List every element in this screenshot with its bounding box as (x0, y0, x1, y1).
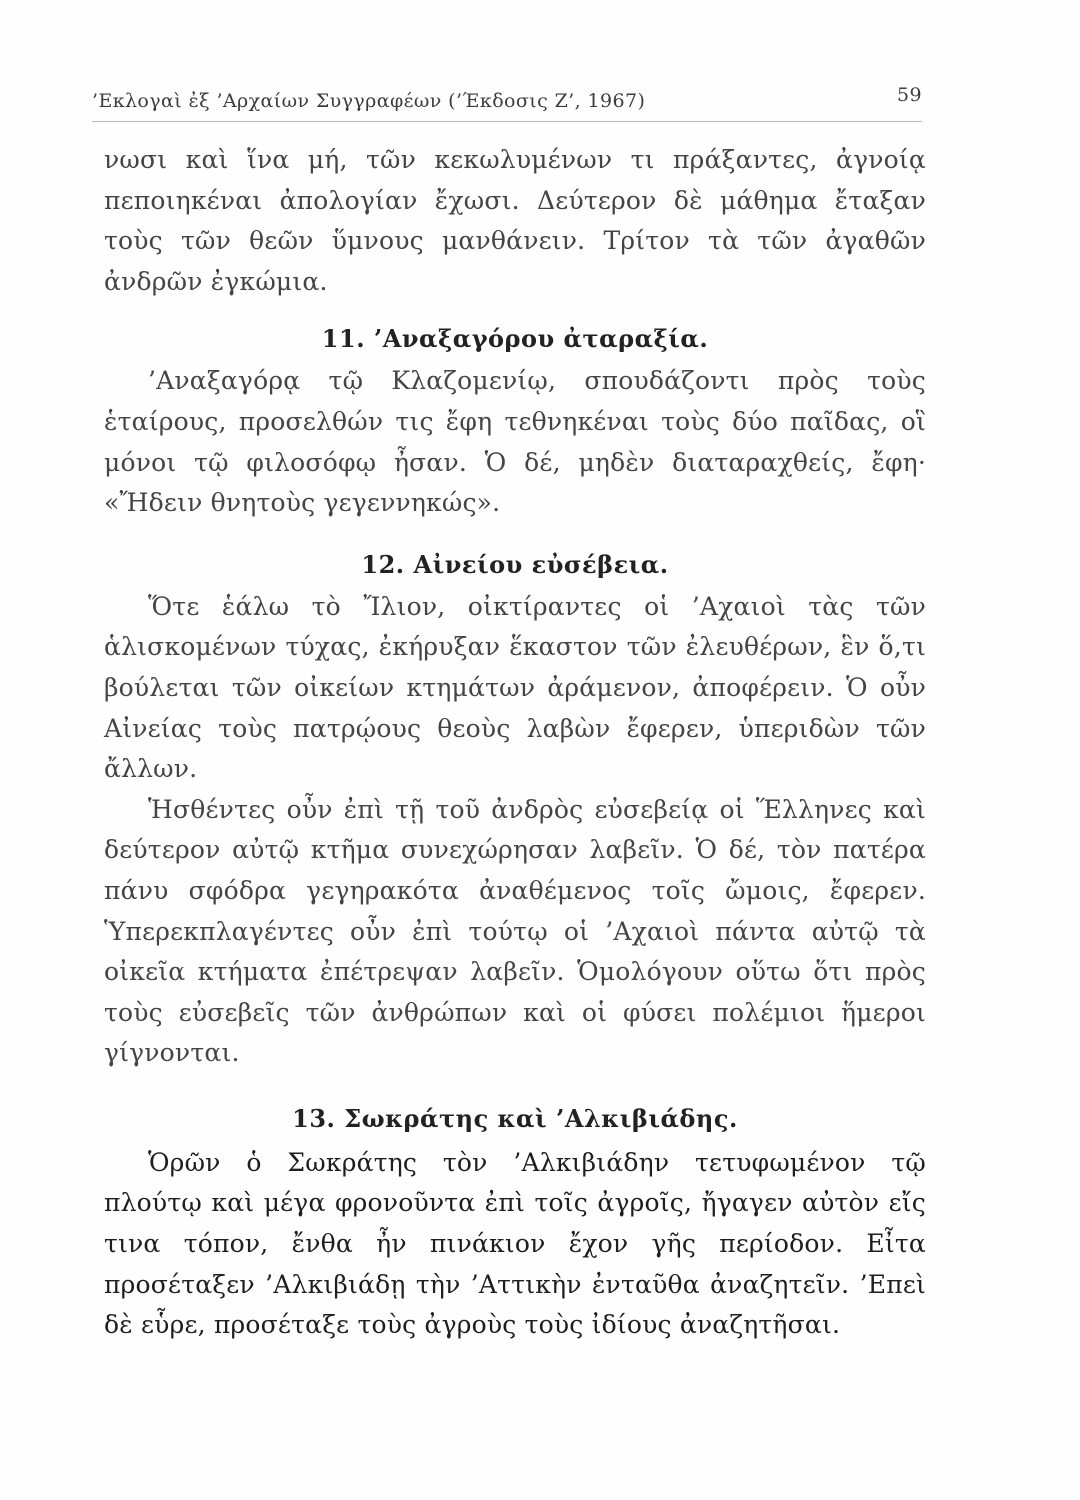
section-heading-12: 12. Αἰνείου εὐσέβεια. (361, 549, 669, 579)
section-heading-13: 13. Σωκράτης καὶ ’Αλκιβιάδης. (292, 1103, 738, 1133)
section-12-paragraph-2: Ἡσθέντες οὖν ἐπὶ τῇ τοῦ ἀνδρὸς εὐσεβείᾳ οἱ Ἕλληνες καὶ δεύτερον αὐτῷ κτῆμα συνεχώρησαν λαβεῖν. Ὁ δέ, τὸν πατέρα πάνυ σφόδρα γεγηρακότα ἀναθέμενος τοῖς ὤμοις, ἔφερεν. Ὑπερεκπλαγέντες οὖν ἐπὶ τούτῳ οἱ ’Αχαιοὶ πάντα αὐτῷ τὰ οἰκεῖα κτήματα ἐπέτρεψαν λαβεῖν. Ὁμολόγουν οὕτω ὅτι πρὸς τοὺς εὐσεβεῖς τῶν ἀνθρώπων καὶ οἱ φύσει πολέμιοι ἥμεροι γίγνονται. (104, 794, 926, 1068)
section-heading-11: 11. ’Αναξαγόρου ἀταραξία. (321, 324, 709, 354)
continuation-paragraph: νωσι καὶ ἵνα μή, τῶν κεκωλυμένων τι πράξαντες, ἀγνοίᾳ πεποιηκέναι ἀπολογίαν ἔχωσι. Δεύτερον δὲ μάθημα ἔταξαν τοὺς τῶν θεῶν ὕμνους μανθάνειν. Τρίτον τὰ τῶν ἀγαθῶν ἀνδρῶν ἐγκώμια. (104, 145, 926, 296)
running-header (92, 84, 922, 118)
header-rule (92, 121, 922, 122)
section-11-paragraph: ’Αναξαγόρᾳ τῷ Κλαζομενίῳ, σπουδάζοντι πρὸς τοὺς ἑταίρους, προσελθών τις ἔφη τεθνηκέναι τοὺς δύο παῖδας, οἳ μόνοι τῷ φιλοσόφῳ ἦσαν. Ὁ δέ, μηδὲν διαταραχθείς, ἔφη· «Ἤδειν θνητοὺς γεγεννηκώς». (104, 366, 926, 518)
running-header-title: ’Εκλογαὶ ἐξ ’Αρχαίων Συγγραφέων (’Έκδοσις Ζ’, 1967) (92, 90, 646, 112)
section-13-paragraph: Ὁρῶν ὁ Σωκράτης τὸν ’Αλκιβιάδην τετυφωμένον τῷ πλούτῳ καὶ μέγα φρονοῦντα ἐπὶ τοῖς ἀγροῖς, ἤγαγεν αὐτὸν εἴς τινα τόπον, ἔνθα ἦν πινάκιον ἔχον γῆς περίοδον. Εἶτα προσέταξεν ’Αλκιβιάδῃ τὴν ’Αττικὴν ἐνταῦθα ἀναζητεῖν. ’Επεὶ δὲ εὗρε, προσέταξε τοὺς ἀγροὺς τοὺς ἰδίους ἀναζητῆσαι. (104, 1147, 926, 1340)
section-12-paragraph-1: Ὅτε ἑάλω τὸ Ἴλιον, οἰκτίραντες οἱ ’Αχαιοὶ τὰς τῶν ἁλισκομένων τύχας, ἐκήρυξαν ἕκαστον τῶν ἐλευθέρων, ἓν ὅ,τι βούλεται τῶν οἰκείων κτημάτων ἀράμενον, ἀποφέρειν. Ὁ οὖν Αἰνείας τοὺς πατρῴους θεοὺς λαβὼν ἔφερεν, ὑπεριδὼν τῶν ἄλλων. (104, 591, 926, 784)
page-body (104, 140, 926, 1346)
page-number: 59 (897, 84, 922, 106)
